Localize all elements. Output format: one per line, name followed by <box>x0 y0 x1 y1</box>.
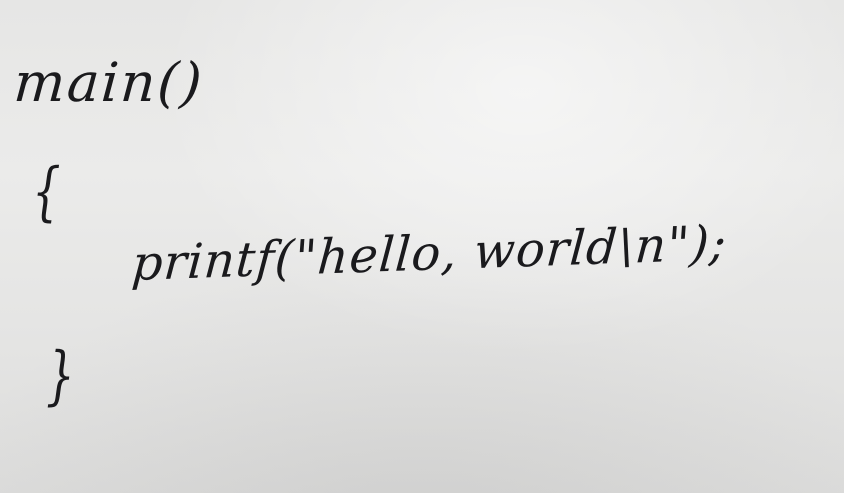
closing-brace: } <box>46 339 75 413</box>
main-function-line: main() <box>11 51 206 114</box>
printf-statement: printf("hello, world\n"); <box>130 215 729 293</box>
opening-brace: { <box>32 155 61 229</box>
